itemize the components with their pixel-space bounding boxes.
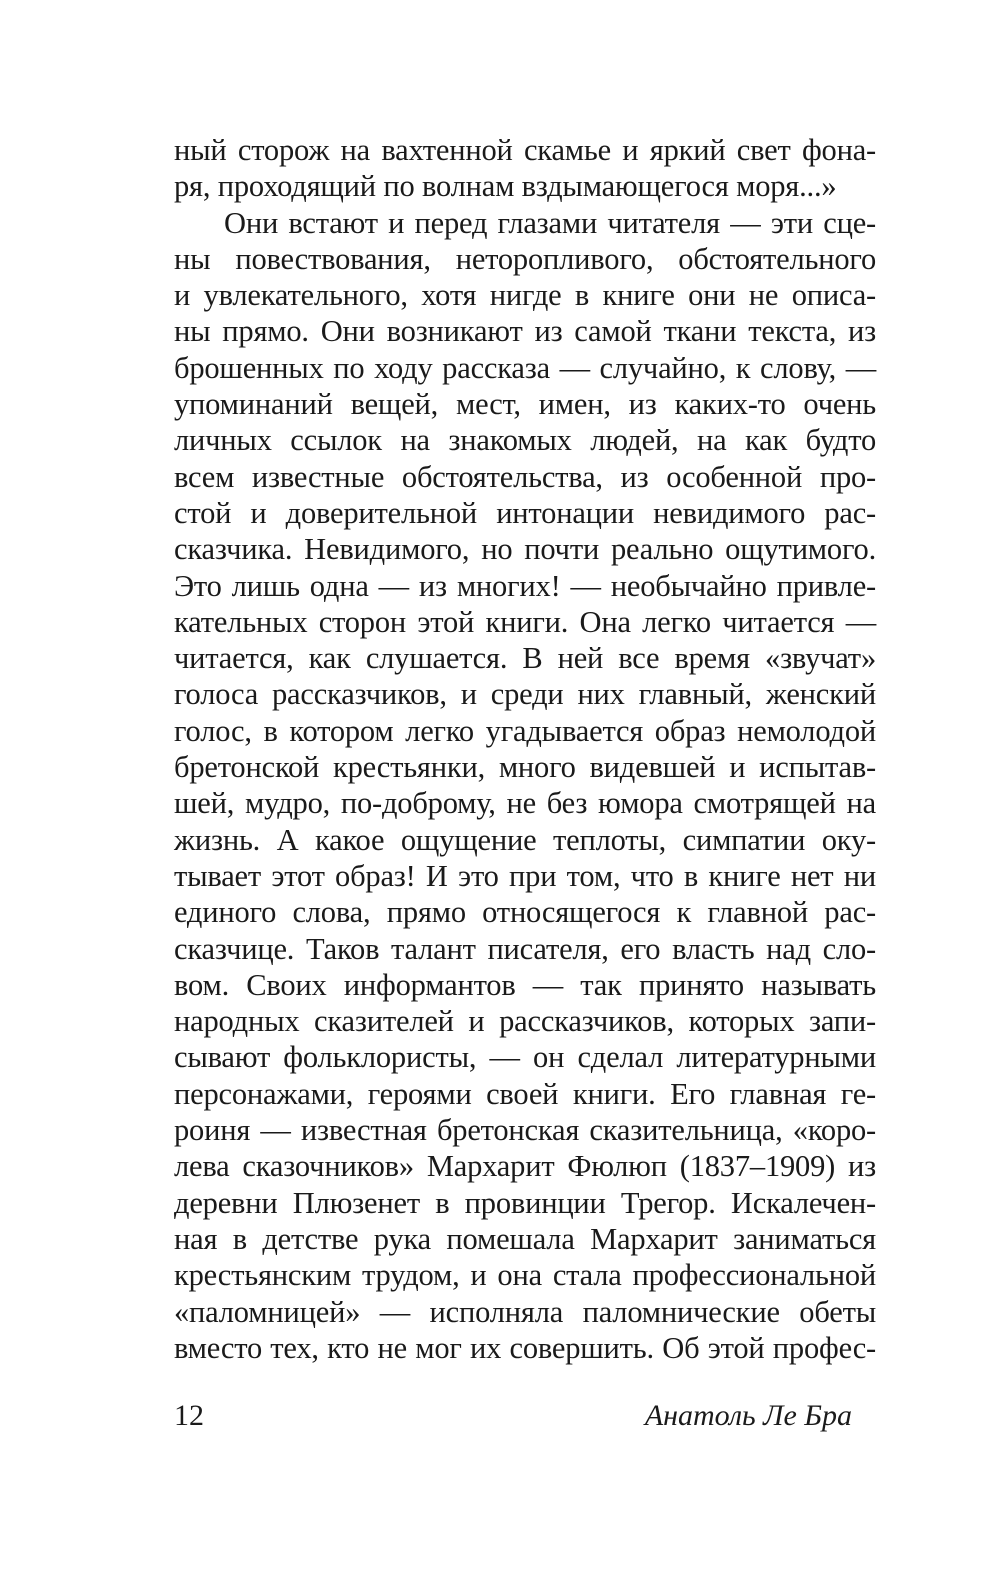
text-line: ны повествования, неторопливого, обстоятельного: [174, 241, 876, 276]
text-line: ный сторож на вахтенной скамье и яркий свет фона-: [174, 133, 876, 167]
body-text: [174, 132, 876, 1366]
text-line: стой и доверительной интонации невидимого рас-: [174, 495, 876, 530]
page-number: 12: [174, 1399, 204, 1432]
text-line: всем известные обстоятельства, из особенной про-: [174, 459, 876, 494]
text-line: единого слова, прямо относящегося к главной рас-: [174, 895, 876, 930]
text-line: Это лишь одна — из многих! — необычайно привле-: [174, 568, 876, 603]
text-line: «паломницей» — исполняла паломнические обеты: [174, 1294, 876, 1329]
text-line: голос, в котором легко угадывается образ немолодой: [174, 713, 876, 748]
text-line: брошенных по ходу рассказа — случайно, к слову, —: [174, 350, 876, 385]
text-line: ря, проходящий по волнам вздымающегося моря...»: [174, 169, 837, 204]
text-line: сказчице. Таков талант писателя, его власть над сло-: [174, 931, 876, 966]
text-line: роиня — известная бретонская сказительница, «коро-: [174, 1113, 876, 1148]
text-line: крестьянским трудом, и она стала профессиональной: [174, 1258, 876, 1293]
text-line: вом. Своих информантов — так принято называть: [174, 967, 876, 1002]
text-line: личных ссылок на знакомых людей, на как будто: [174, 423, 876, 458]
text-line: лева сказочников» Мархарит Фюлюп (1837–1909) из: [174, 1149, 876, 1184]
text-line: сывают фольклористы, — он сделал литературными: [174, 1040, 876, 1075]
text-line: персонажами, героями своей книги. Его главная ге-: [174, 1076, 876, 1111]
text-line: голоса рассказчиков, и среди них главный, женский: [174, 677, 876, 712]
text-line: жизнь. А какое ощущение теплоты, симпатии оку-: [174, 822, 876, 857]
text-line: Они встают и перед глазами читателя — эти сце-: [224, 205, 876, 240]
text-line: бретонской крестьянки, много видевшей и испытав-: [174, 750, 876, 785]
text-line: и увлекательного, хотя нигде в книге они не описа-: [174, 278, 876, 313]
text-line: читается, как слушается. В ней все время «звучат»: [174, 641, 876, 676]
text-line: народных сказителей и рассказчиков, которых запи-: [174, 1004, 876, 1039]
text-line: кательных сторон этой книги. Она легко читается —: [174, 604, 876, 639]
text-line: ная в детстве рука помешала Мархарит заниматься: [174, 1221, 876, 1256]
text-line: шей, мудро, по-доброму, не без юмора смотрящей на: [174, 786, 876, 821]
text-line: деревни Плюзенет в провинции Трегор. Искалечен-: [174, 1185, 876, 1220]
page-footer: [174, 1396, 876, 1436]
text-line: ны прямо. Они возникают из самой ткани текста, из: [174, 314, 876, 349]
text-line: тывает этот образ! И это при том, что в книге нет ни: [174, 858, 876, 893]
text-line: вместо тех, кто не мог их совершить. Об этой профес-: [174, 1330, 876, 1365]
text-line: сказчика. Невидимого, но почти реально ощутимого.: [174, 532, 876, 567]
text-line: упоминаний вещей, мест, имен, из каких-то очень: [174, 387, 876, 422]
running-author: Анатоль Ле Бра: [644, 1399, 852, 1432]
